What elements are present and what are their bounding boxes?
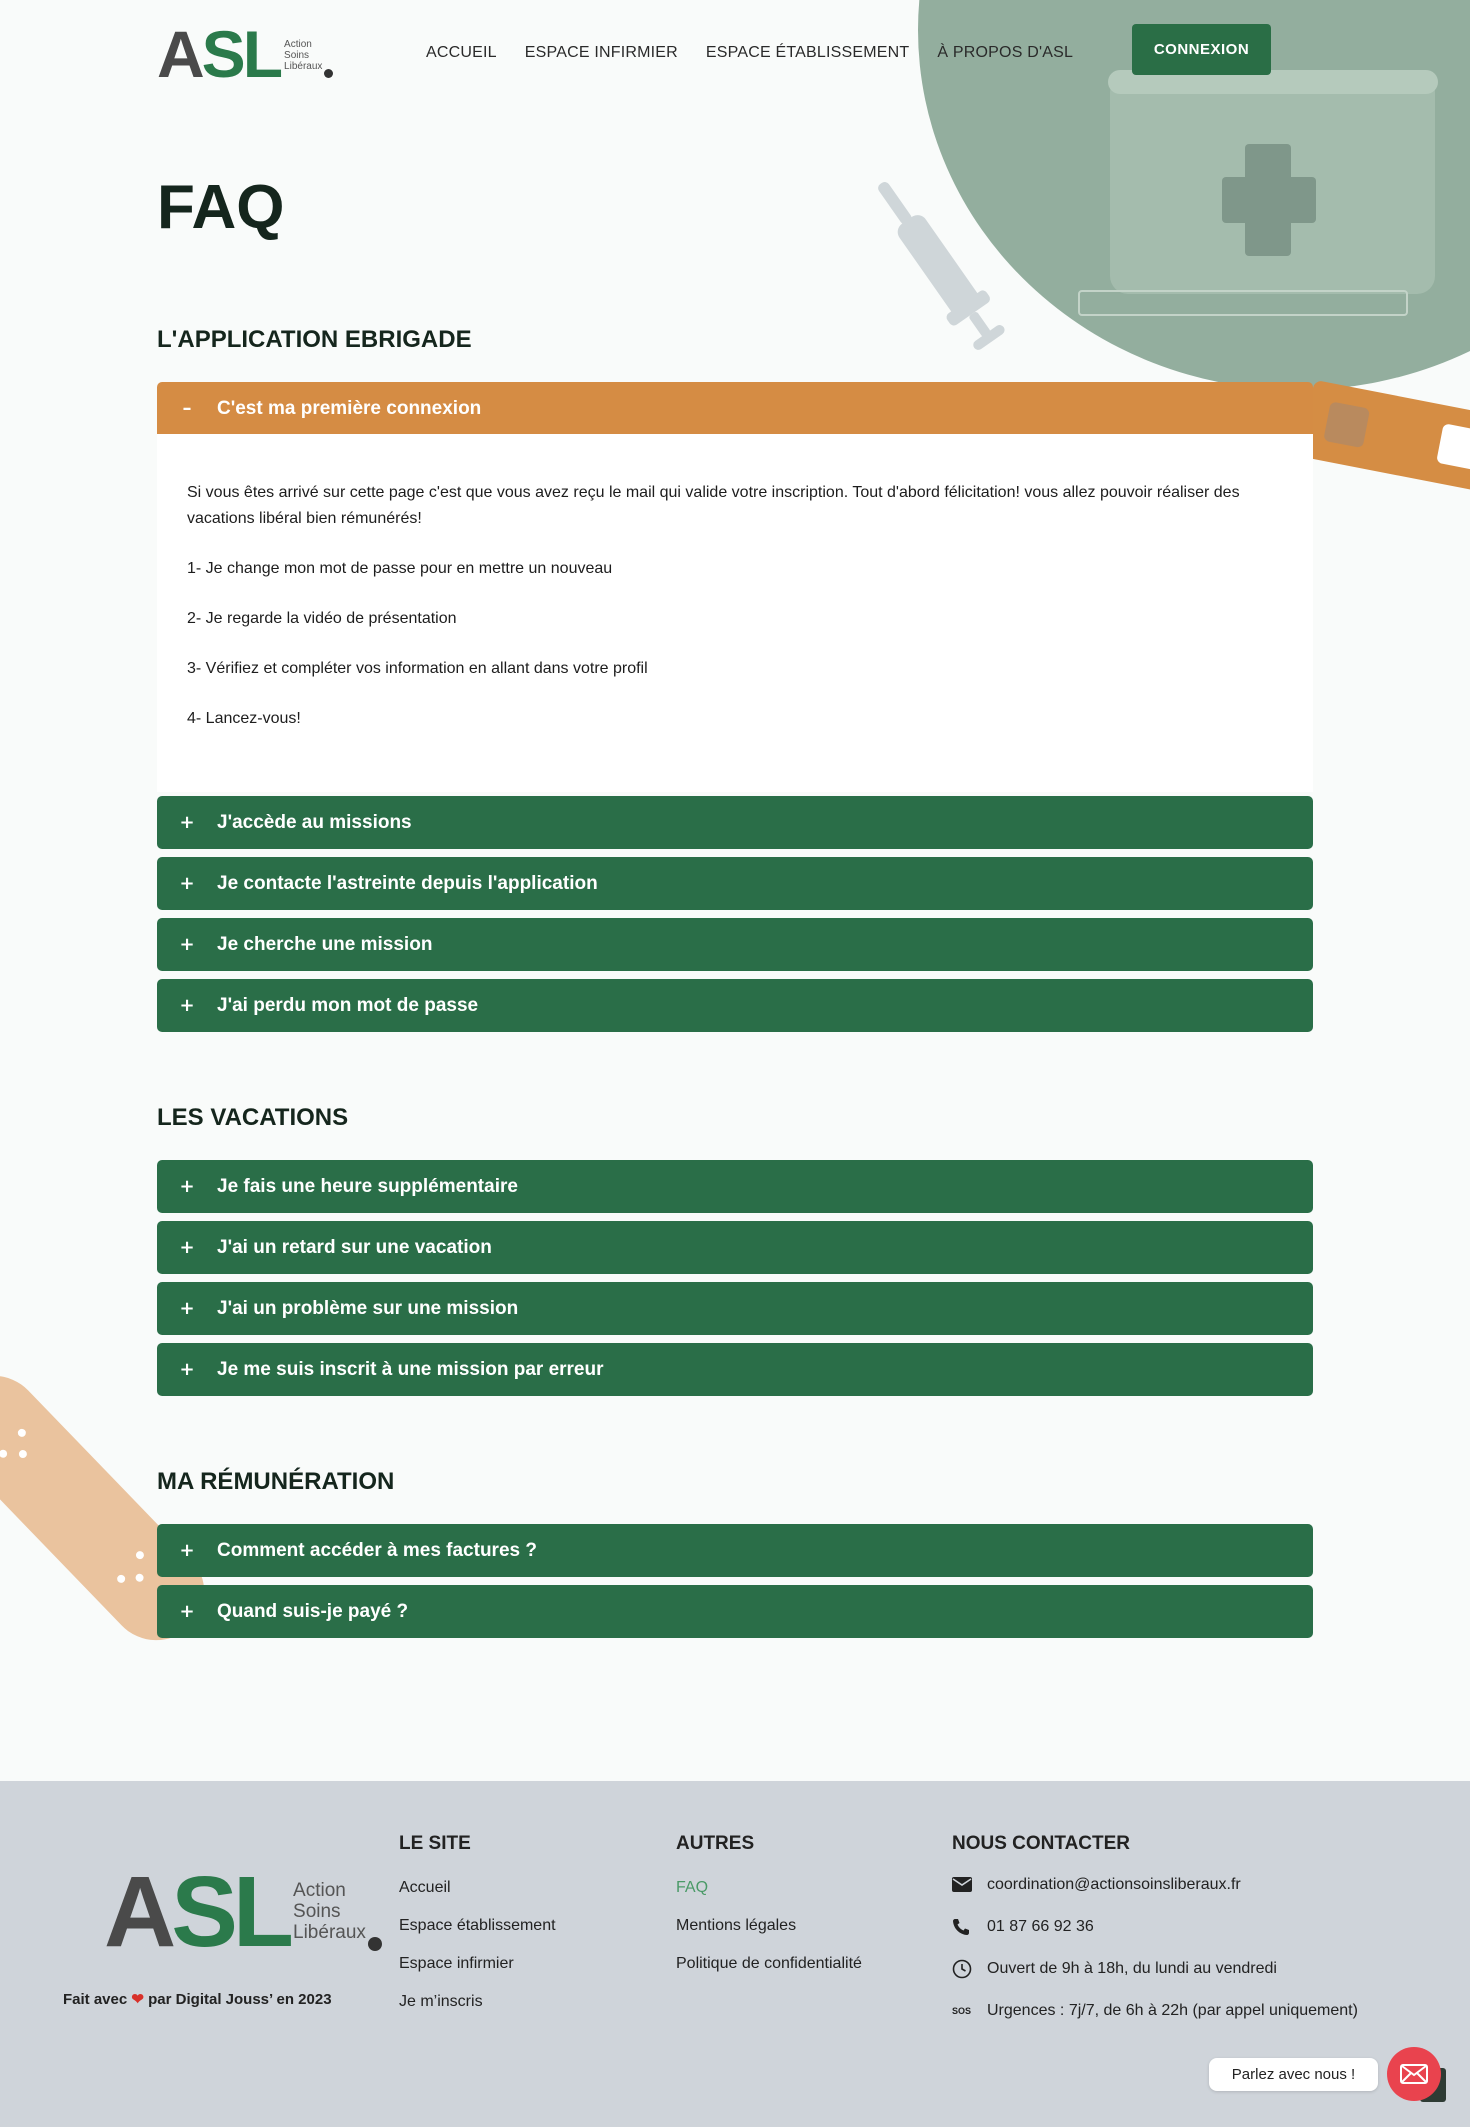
footer-link-accueil[interactable]: Accueil bbox=[399, 1879, 451, 1896]
faq-question: J'accède au missions bbox=[217, 811, 412, 833]
footer-contact-title: NOUS CONTACTER bbox=[952, 1833, 1131, 1854]
medical-tray bbox=[1078, 290, 1408, 316]
faq-item[interactable] bbox=[157, 918, 1313, 971]
contact-hours: Ouvert de 9h à 18h, du lundi au vendredi bbox=[987, 1959, 1277, 1977]
expand-icon: + bbox=[179, 934, 195, 955]
footer-link-espace-etablissement[interactable]: Espace établissement bbox=[399, 1917, 556, 1934]
expand-icon: + bbox=[179, 1601, 195, 1622]
contact-emergency: Urgences : 7j/7, de 6h à 22h (par appel uniquement) bbox=[987, 2001, 1358, 2019]
expand-icon: + bbox=[179, 812, 195, 833]
envelope-icon bbox=[1400, 2064, 1428, 2084]
bandage-decoration-top bbox=[1300, 380, 1470, 502]
expand-icon: + bbox=[179, 873, 195, 894]
medical-cross-bar bbox=[1222, 177, 1316, 223]
chat-prompt[interactable]: Parlez avec nous ! bbox=[1209, 2058, 1378, 2091]
section-title-remuneration: MA RÉMUNÉRATION bbox=[157, 1468, 395, 1495]
answer-step: 1- Je change mon mot de passe pour en mettre un nouveau bbox=[187, 560, 613, 577]
logo-dot bbox=[368, 1937, 382, 1951]
nav-a-propos[interactable]: À PROPOS D'ASL bbox=[937, 44, 1074, 61]
footer-contact-column bbox=[952, 1833, 1358, 2041]
syringe-icon bbox=[870, 168, 1020, 378]
logo-tagline: Action Soins Libéraux bbox=[284, 39, 323, 72]
made-by-credit: Fait avec ❤ par Digital Jouss’ en 2023 bbox=[63, 1991, 332, 2008]
faq-answer bbox=[157, 434, 1313, 792]
mail-icon bbox=[952, 1877, 987, 1892]
expand-icon: + bbox=[179, 1540, 195, 1561]
footer-site-column bbox=[399, 1833, 556, 2031]
faq-item[interactable] bbox=[157, 979, 1313, 1032]
connexion-button[interactable]: CONNEXION bbox=[1132, 24, 1271, 75]
footer-autres-column bbox=[676, 1833, 862, 1993]
logo-tagline: Action Soins Libéraux bbox=[293, 1880, 366, 1943]
page-title: FAQ bbox=[157, 173, 285, 242]
faq-item[interactable] bbox=[157, 1343, 1313, 1396]
site-logo[interactable] bbox=[157, 17, 333, 91]
faq-question: J'ai un retard sur une vacation bbox=[217, 1236, 492, 1258]
faq-question: Je me suis inscrit à une mission par erreur bbox=[217, 1358, 604, 1380]
faq-question: J'ai perdu mon mot de passe bbox=[217, 994, 479, 1016]
faq-question: Quand suis-je payé ? bbox=[217, 1600, 409, 1622]
expand-icon: + bbox=[179, 1237, 195, 1258]
contact-phone[interactable]: 01 87 66 92 36 bbox=[987, 1917, 1094, 1935]
nav-accueil[interactable]: ACCUEIL bbox=[426, 44, 497, 61]
contact-email[interactable]: coordination@actionsoinsliberaux.fr bbox=[987, 1875, 1241, 1893]
faq-question: J'ai un problème sur une mission bbox=[217, 1297, 519, 1319]
logo-letters: ASL bbox=[157, 17, 281, 91]
logo-letters: ASL bbox=[104, 1856, 290, 1968]
faq-question: Je cherche une mission bbox=[217, 933, 433, 955]
nav-espace-etablissement[interactable]: ESPACE ÉTABLISSEMENT bbox=[705, 44, 910, 61]
expand-icon: + bbox=[179, 995, 195, 1016]
section-title-ebrigade: L'APPLICATION EBRIGADE bbox=[157, 326, 472, 353]
faq-item-open[interactable] bbox=[157, 382, 1313, 435]
faq-item[interactable] bbox=[157, 796, 1313, 849]
footer-link-confidentialite[interactable]: Politique de confidentialité bbox=[676, 1955, 862, 1972]
sos-icon: SOS bbox=[952, 2005, 972, 2016]
answer-step: 2- Je regarde la vidéo de présentation bbox=[187, 610, 457, 627]
chat-button[interactable] bbox=[1387, 2047, 1441, 2101]
faq-item[interactable] bbox=[157, 1282, 1313, 1335]
answer-step: 3- Vérifiez et compléter vos information en allant dans votre profil bbox=[187, 660, 648, 677]
footer-logo[interactable] bbox=[104, 1856, 382, 1968]
clock-icon bbox=[952, 1959, 987, 1979]
faq-item[interactable] bbox=[157, 1221, 1313, 1274]
faq-question: Comment accéder à mes factures ? bbox=[217, 1539, 537, 1561]
expand-icon: + bbox=[179, 1359, 195, 1380]
phone-icon bbox=[952, 1918, 987, 1936]
collapse-icon: – bbox=[182, 398, 192, 419]
footer-link-inscription[interactable]: Je m’inscris bbox=[399, 1993, 483, 2010]
faq-item[interactable] bbox=[157, 857, 1313, 910]
faq-question: Je fais une heure supplémentaire bbox=[217, 1175, 518, 1197]
faq-question: Je contacte l'astreinte depuis l'application bbox=[217, 872, 598, 894]
heart-icon: ❤ bbox=[131, 1991, 144, 2008]
footer-link-espace-infirmier[interactable]: Espace infirmier bbox=[399, 1955, 514, 1972]
main-nav bbox=[426, 44, 1073, 62]
footer-site-title: LE SITE bbox=[399, 1833, 471, 1854]
faq-question: C'est ma première connexion bbox=[217, 397, 482, 419]
faq-item[interactable] bbox=[157, 1524, 1313, 1577]
faq-item[interactable] bbox=[157, 1160, 1313, 1213]
expand-icon: + bbox=[179, 1298, 195, 1319]
faq-item[interactable] bbox=[157, 1585, 1313, 1638]
nav-espace-infirmier[interactable]: ESPACE INFIRMIER bbox=[524, 44, 678, 61]
answer-step: 4- Lancez-vous! bbox=[187, 710, 301, 727]
footer-link-mentions-legales[interactable]: Mentions légales bbox=[676, 1917, 797, 1934]
expand-icon: + bbox=[179, 1176, 195, 1197]
answer-intro: Si vous êtes arrivé sur cette page c'est que vous avez reçu le mail qui valide votre inscription. Tout d'abord félicitation! vous allez pouvoir réaliser des vacations libéral bien rémunérés! bbox=[187, 484, 1240, 527]
footer-link-faq[interactable]: FAQ bbox=[676, 1879, 709, 1896]
logo-dot bbox=[324, 69, 333, 78]
section-title-vacations: LES VACATIONS bbox=[157, 1104, 349, 1131]
footer-autres-title: AUTRES bbox=[676, 1833, 755, 1854]
